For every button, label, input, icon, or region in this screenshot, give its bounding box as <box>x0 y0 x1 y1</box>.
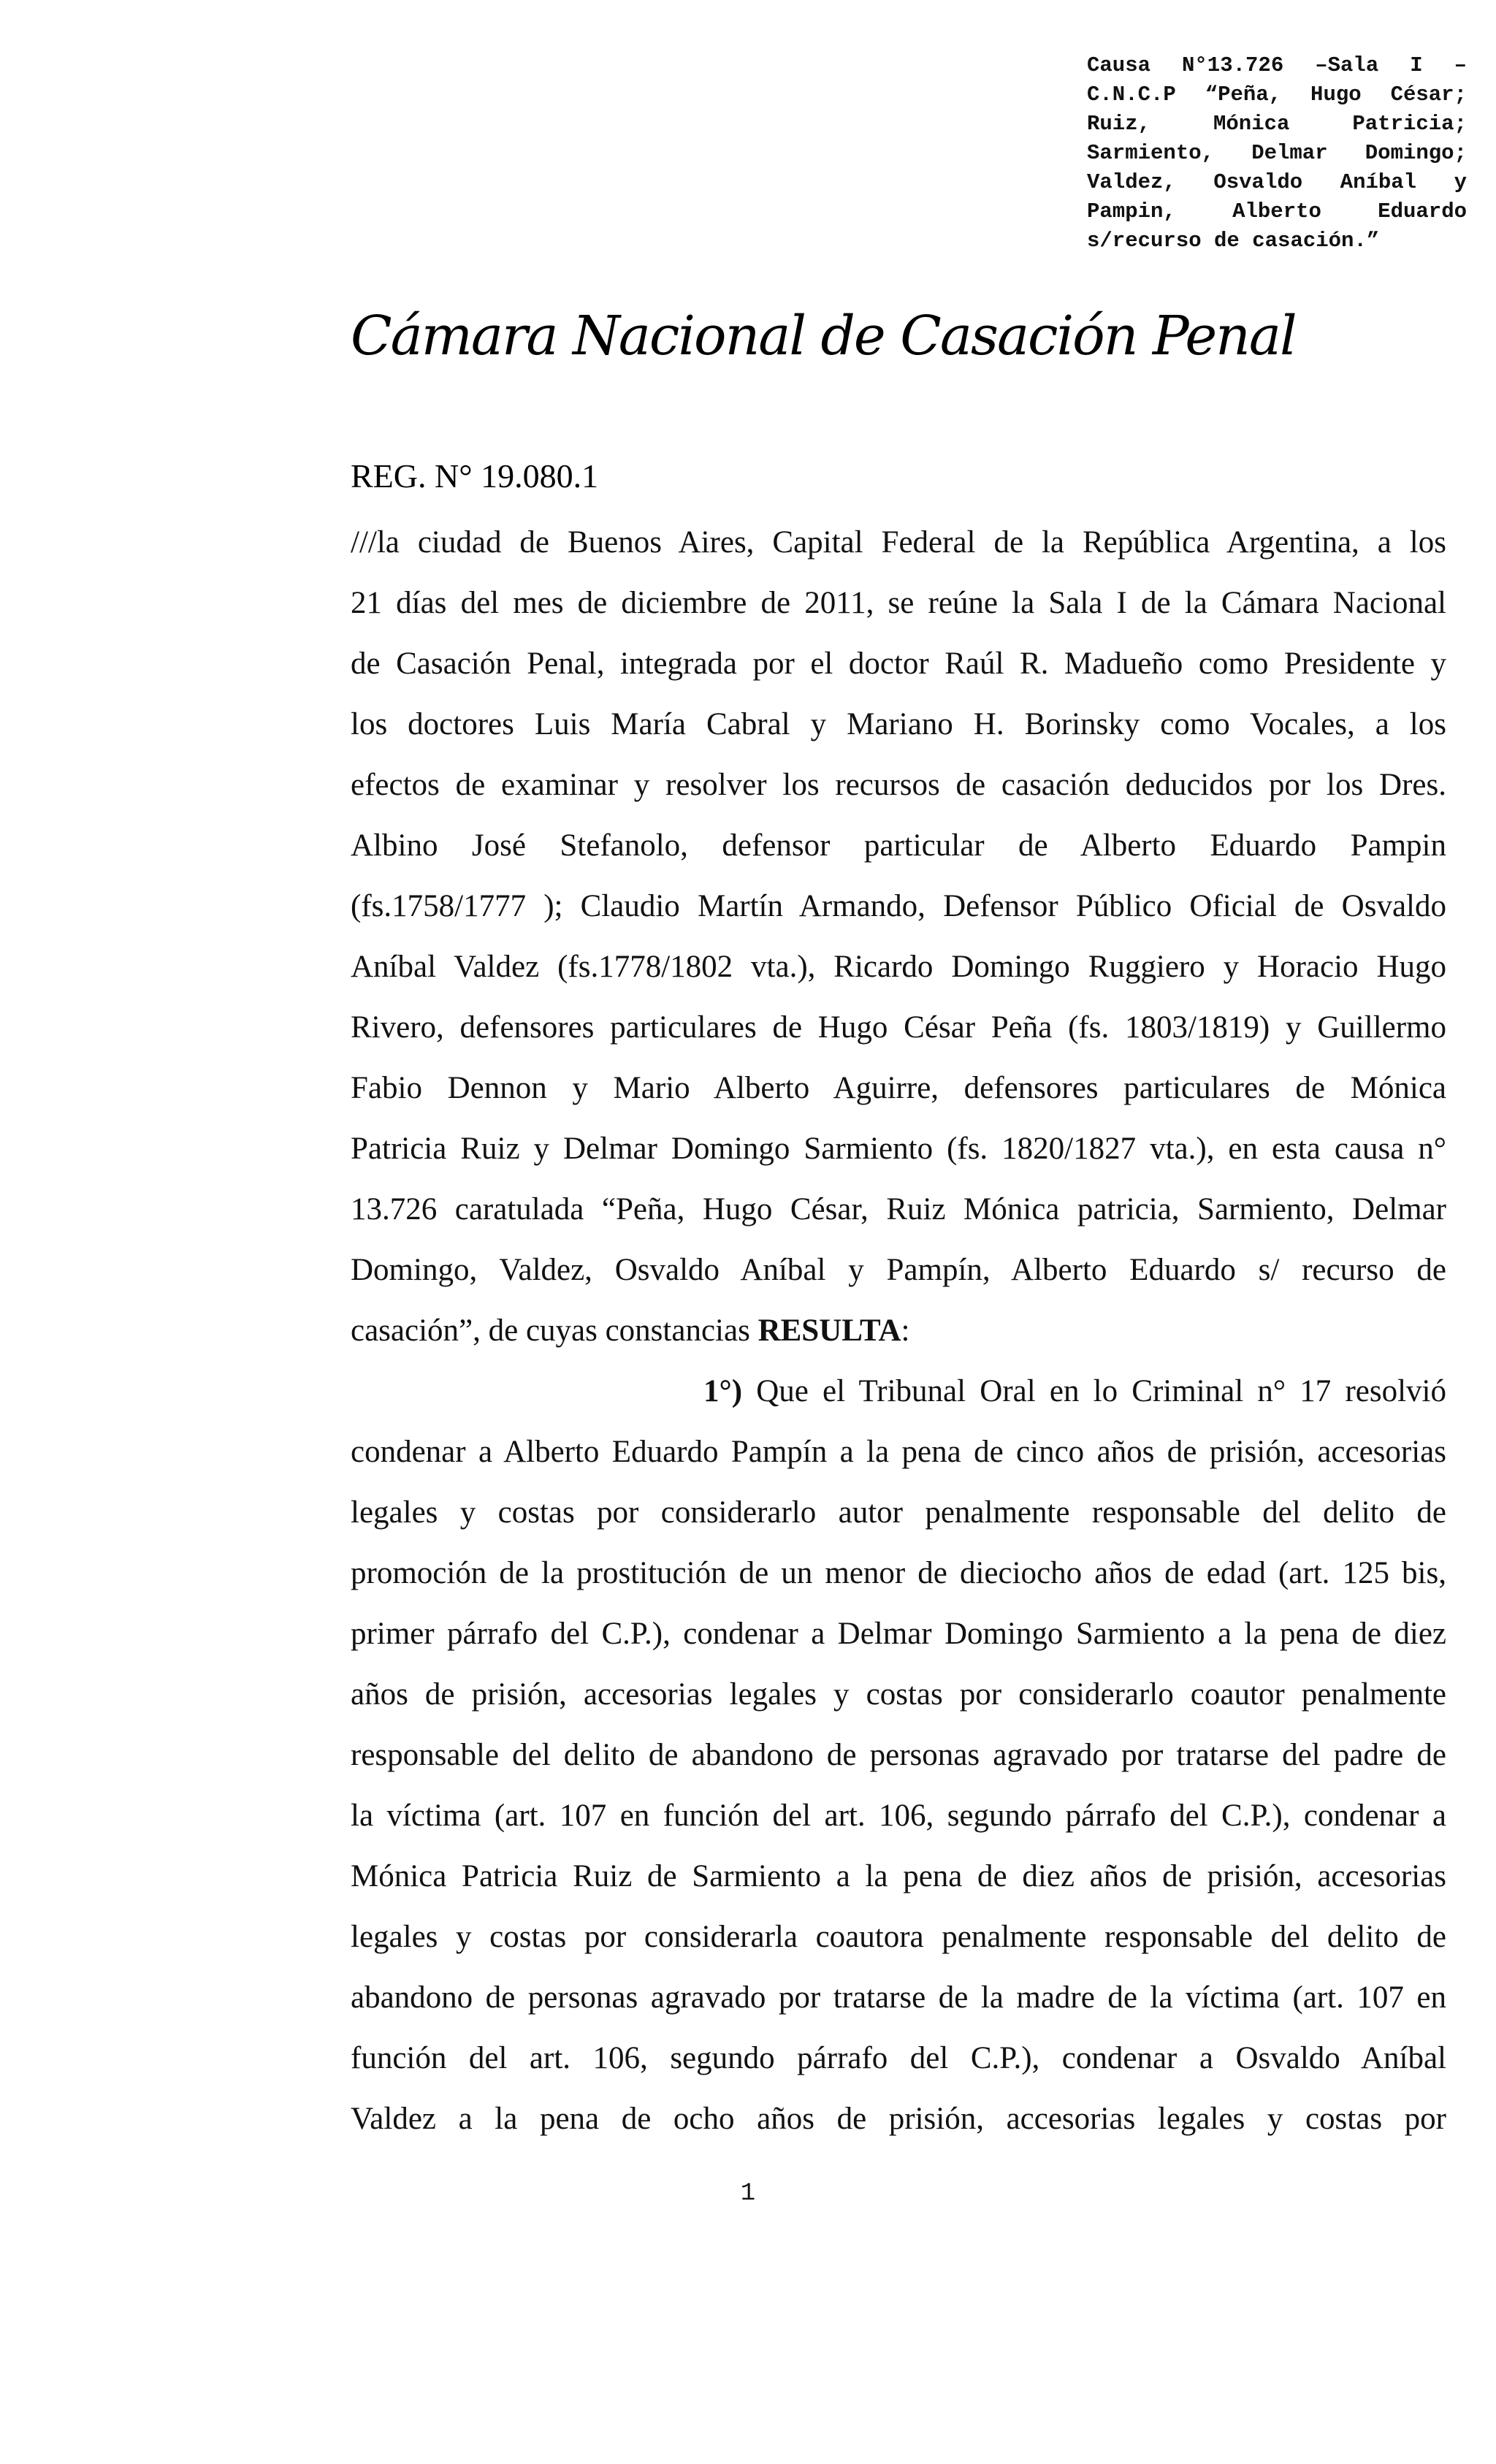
page-number: 1 <box>740 2180 756 2208</box>
case-header-line: Causa N°13.726 –Sala I – <box>1087 53 1467 77</box>
body-line: de Casación Penal, integrada por el doctor Raúl R. Madueño como Presidente y <box>351 646 1446 681</box>
body-line: ///la ciudad de Buenos Aires, Capital Federal de la República Argentina, a los <box>351 525 1446 560</box>
body-line: los doctores Luis María Cabral y Mariano H. Borinsky como Vocales, a los <box>351 707 1446 741</box>
case-header-line: Pampin, Alberto Eduardo <box>1087 199 1467 224</box>
body-line: función del art. 106, segundo párrafo del C.P.), condenar a Osvaldo Aníbal <box>351 2041 1446 2075</box>
body-line: Rivero, defensores particulares de Hugo César Peña (fs. 1803/1819) y Guillermo <box>351 1010 1446 1045</box>
body-line: años de prisión, accesorias legales y costas por considerarlo coautor penalmente <box>351 1677 1446 1712</box>
case-header <box>1087 51 1467 247</box>
case-header-line: Valdez, Osvaldo Aníbal y <box>1087 170 1467 194</box>
body-line: Patricia Ruiz y Delmar Domingo Sarmiento (fs. 1820/1827 vta.), en esta causa n° <box>351 1132 1446 1166</box>
body-line: legales y costas por considerarlo autor penalmente responsable del delito de <box>351 1495 1446 1530</box>
body-line: primer párrafo del C.P.), condenar a Delmar Domingo Sarmiento a la pena de diez <box>351 1617 1446 1651</box>
case-header-line: C.N.C.P “Peña, Hugo César; <box>1087 83 1467 107</box>
registry-number: REG. N° 19.080.1 <box>351 457 599 495</box>
body-line: legales y costas por considerarla coautora penalmente responsable del delito de <box>351 1920 1446 1954</box>
court-title: Cámara Nacional de Casación Penal <box>351 305 1296 367</box>
case-header-line: s/recurso de casación.” <box>1087 229 1380 247</box>
item-1-text: Que el Tribunal Oral en lo Criminal n° 17 resolvió <box>742 1374 1446 1408</box>
body-line: Fabio Dennon y Mario Alberto Aguirre, defensores particulares de Mónica <box>351 1071 1446 1105</box>
resulta-line <box>351 1300 1446 1361</box>
body-line: Mónica Patricia Ruiz de Sarmiento a la pena de diez años de prisión, accesorias <box>351 1859 1446 1893</box>
body-line: efectos de examinar y resolver los recursos de casación deducidos por los Dres. <box>351 768 1446 802</box>
body-line: Aníbal Valdez (fs.1778/1802 vta.), Ricardo Domingo Ruggiero y Horacio Hugo <box>351 950 1446 984</box>
item-1-line <box>351 1361 1446 1422</box>
body-line: Valdez a la pena de ocho años de prisión, accesorias legales y costas por <box>351 2102 1446 2136</box>
case-header-line: Ruiz, Mónica Patricia; <box>1087 112 1467 136</box>
body-line: Domingo, Valdez, Osvaldo Aníbal y Pampín, Alberto Eduardo s/ recurso de <box>351 1253 1446 1287</box>
body-line: 13.726 caratulada “Peña, Hugo César, Ruiz Mónica patricia, Sarmiento, Delmar <box>351 1192 1446 1227</box>
item-1-number: 1°) <box>703 1374 743 1408</box>
body-line: condenar a Alberto Eduardo Pampín a la pena de cinco años de prisión, accesorias <box>351 1435 1446 1469</box>
document-body <box>351 512 1446 2149</box>
body-line: promoción de la prostitución de un menor de dieciocho años de edad (art. 125 bis, <box>351 1556 1446 1590</box>
body-line: responsable del delito de abandono de personas agravado por tratarse del padre de <box>351 1738 1446 1772</box>
body-line: (fs.1758/1777 ); Claudio Martín Armando, Defensor Público Oficial de Osvaldo <box>351 889 1446 923</box>
body-line: Albino José Stefanolo, defensor particular de Alberto Eduardo Pampin <box>351 828 1446 863</box>
resulta-prefix: casación”, de cuyas constancias <box>351 1313 758 1348</box>
resulta-suffix: : <box>901 1313 910 1348</box>
body-line: abandono de personas agravado por tratarse de la madre de la víctima (art. 107 en <box>351 1980 1446 2015</box>
body-line: la víctima (art. 107 en función del art. 106, segundo párrafo del C.P.), condenar a <box>351 1799 1446 1833</box>
resulta-heading: RESULTA <box>757 1313 901 1348</box>
case-header-line: Sarmiento, Delmar Domingo; <box>1087 141 1467 165</box>
body-line: 21 días del mes de diciembre de 2011, se reúne la Sala I de la Cámara Nacional <box>351 586 1446 620</box>
